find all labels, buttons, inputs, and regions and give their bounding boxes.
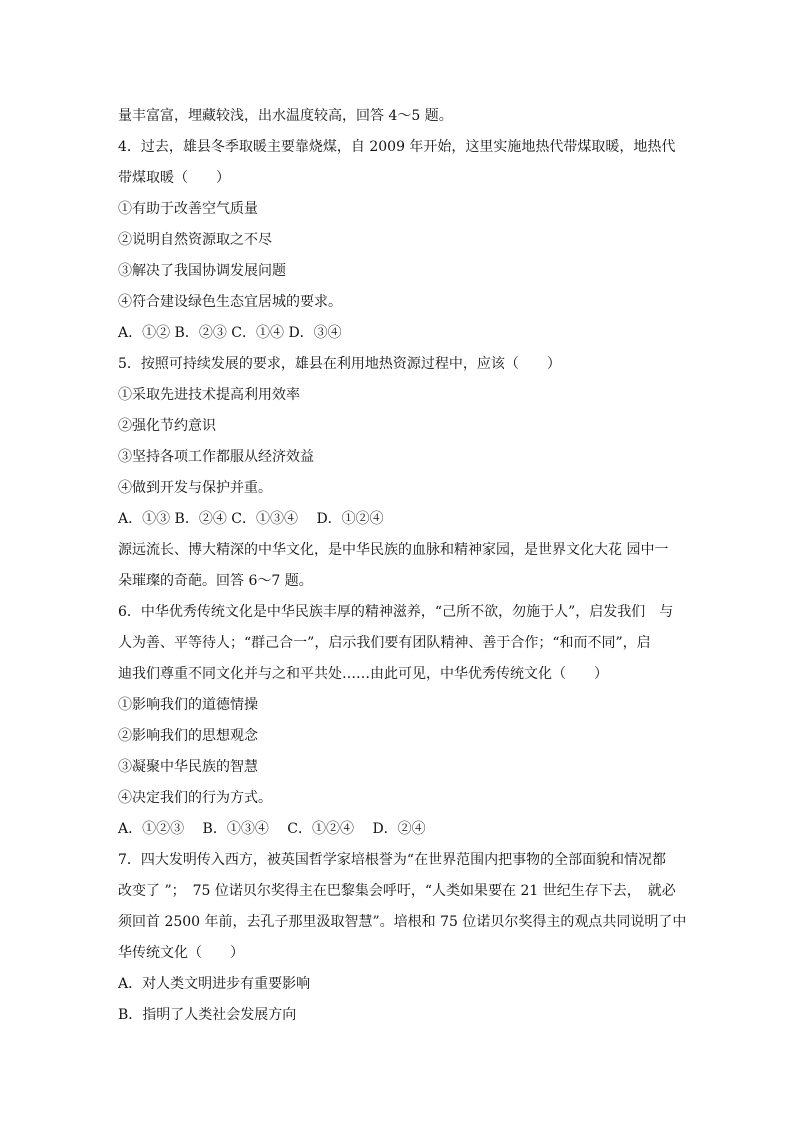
- question-4-stem: 4．过去，雄县冬季取暖主要靠烧煤，自 2009 年开始，这里实施地热代带煤取暖，地热代: [118, 139, 676, 155]
- question-7-stem-cont: 须回首 2500 年前，去孔子那里汲取智慧”。培根和 75 位诺贝尔奖得主的观点共同说明了中: [118, 914, 687, 930]
- passage-text: 朵璀璨的奇葩。回答 6～7 题。: [118, 573, 313, 589]
- document-body: [118, 101, 687, 1031]
- answer-choices: A．①③ B．②④ C．①③④ D．①②④: [118, 511, 384, 527]
- option-statement: ③凝聚中华民族的智慧: [118, 759, 258, 775]
- question-7-stem-cont: 华传统文化（ ）: [118, 945, 244, 961]
- option-statement: ④符合建设绿色生态宜居城的要求。: [118, 294, 342, 310]
- option-statement: ①采取先进技术提高利用效率: [118, 387, 300, 403]
- option-statement: ①有助于改善空气质量: [118, 201, 258, 217]
- question-6-stem-cont: 人为善、平等待人；“群己合一”，启示我们要有团队精神、善于合作；“和而不同”，启: [118, 635, 651, 651]
- option-statement: ①影响我们的道德情操: [118, 697, 258, 713]
- answer-choices: A．①②③ B．①③④ C．①②④ D．②④: [118, 821, 426, 837]
- option-statement: ②影响我们的思想观念: [118, 728, 258, 744]
- question-5-stem: 5．按照可持续发展的要求，雄县在利用地热资源过程中，应该（ ）: [118, 356, 561, 372]
- option-statement: ②说明自然资源取之不尽: [118, 232, 272, 248]
- answer-choices: A．①② B．②③ C．①④ D．③④: [118, 325, 342, 341]
- question-7-stem: 7．四大发明传入西方，被英国哲学家培根誉为“在世界范围内把事物的全部面貌和情况都: [118, 852, 667, 868]
- answer-choice-a: A．对人类文明进步有重要影响: [118, 976, 311, 992]
- option-statement: ④做到开发与保护并重。: [118, 480, 272, 496]
- question-4-stem-cont: 带煤取暖（ ）: [118, 170, 230, 186]
- question-6-stem: 6．中华优秀传统文化是中华民族丰厚的精神滋养，“己所不欲，勿施于人”，启发我们 与: [118, 604, 674, 620]
- question-7-stem-cont: 改变了 ”； 75 位诺贝尔奖得主在巴黎集会呼吁，“人类如果要在 21 世纪生存下去， 就必: [118, 883, 676, 899]
- option-statement: ③坚持各项工作都服从经济效益: [118, 449, 314, 465]
- answer-choice-b: B．指明了人类社会发展方向: [118, 1007, 297, 1023]
- option-statement: ③解决了我国协调发展问题: [118, 263, 286, 279]
- option-statement: ②强化节约意识: [118, 418, 216, 434]
- passage-text: 源远流长、博大精深的中华文化，是中华民族的血脉和精神家园，是世界文化大花 园中一: [118, 542, 669, 558]
- option-statement: ④决定我们的行为方式。: [118, 790, 272, 806]
- question-6-stem-cont: 迪我们尊重不同文化并与之和平共处……由此可见，中华优秀传统文化（ ）: [118, 666, 608, 682]
- text-line: 量丰富富，埋藏较浅，出水温度较高，回答 4～5 题。: [118, 108, 453, 124]
